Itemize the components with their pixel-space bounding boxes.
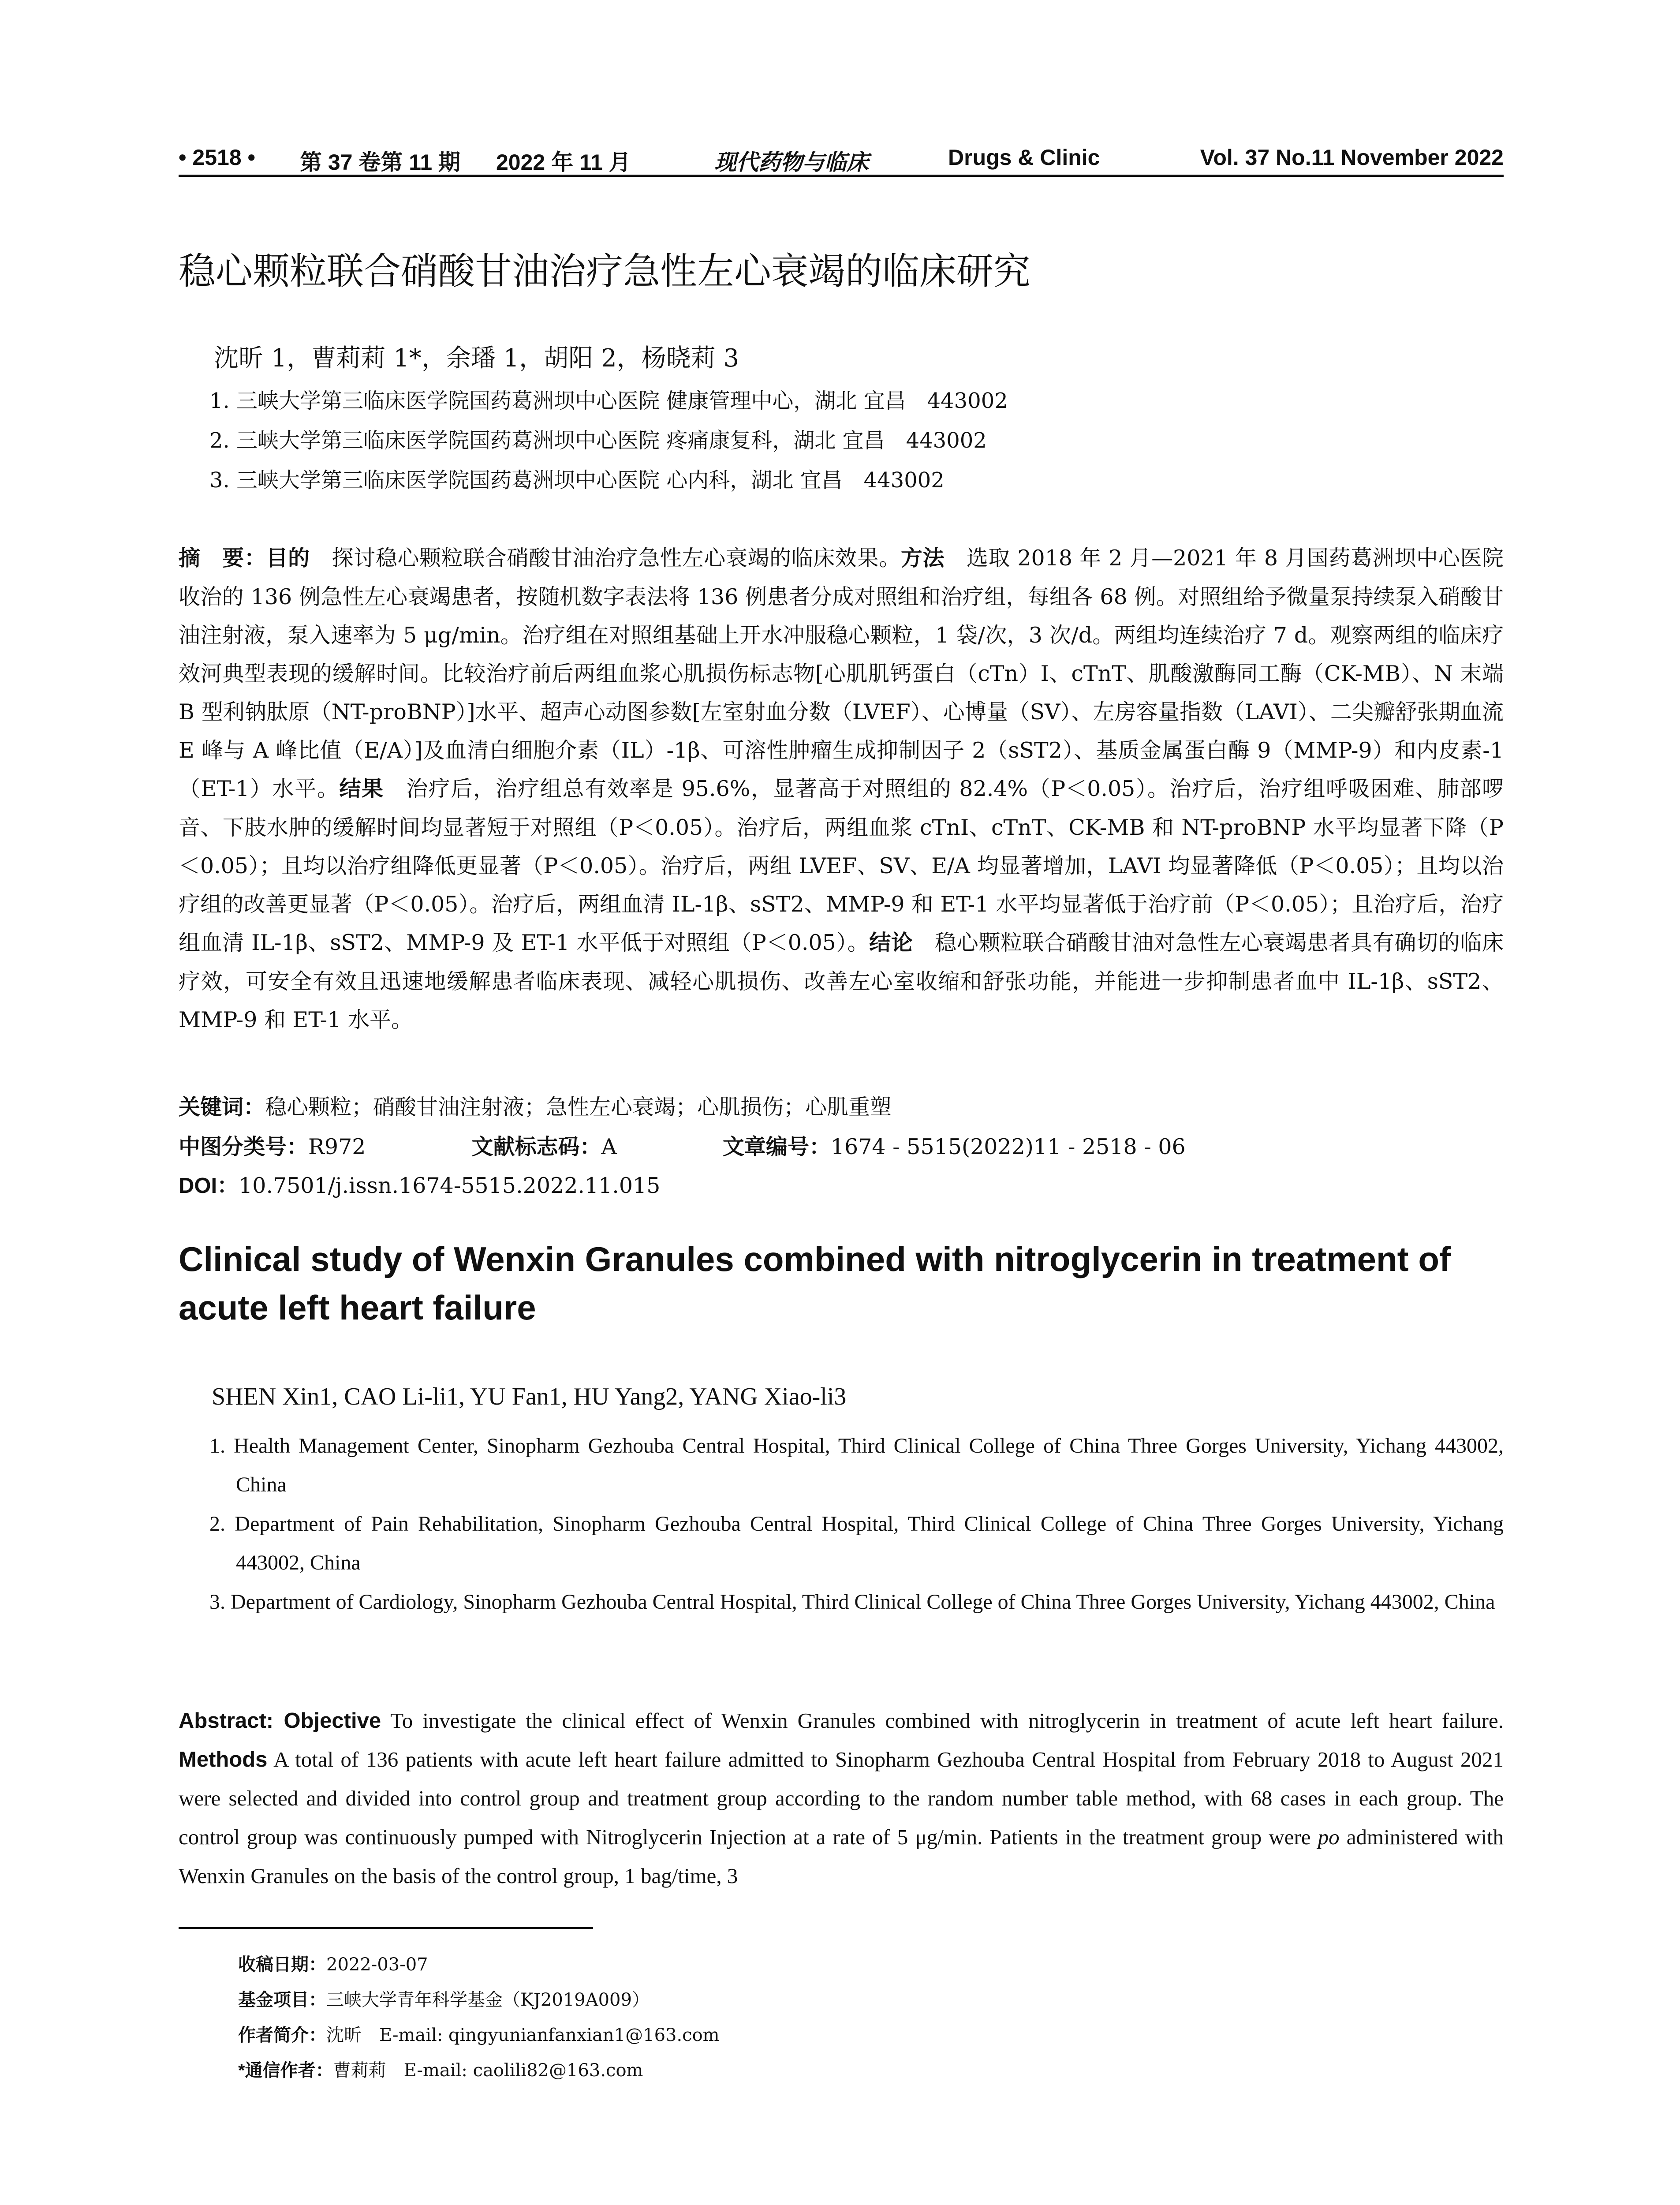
methods-text-en-2: administered with Wenxin Granules on the basis of the control group, 1 bag/time, 3 bbox=[179, 1825, 1504, 1888]
doc-code-label: 文献标志码： bbox=[471, 1135, 601, 1159]
keywords-cn bbox=[179, 1090, 892, 1121]
date-cn: 2022 年 11 月 bbox=[496, 150, 631, 175]
doi-link[interactable]: 10.7501/j.issn.1674-5515.2022.11.015 bbox=[239, 1173, 661, 1198]
methods-label-en: Methods bbox=[179, 1748, 268, 1771]
abstract-en bbox=[179, 1701, 1504, 1895]
journal-name-en: Drugs & Clinic bbox=[948, 145, 1100, 170]
authors-cn: 沈昕 1，曹莉莉 1*，余璠 1，胡阳 2，杨晓莉 3 bbox=[214, 344, 739, 373]
results-text-cn: 治疗后，治疗组总有效率是 95.6%，显著高于对照组的 82.4%（P＜0.05）。治疗后，治疗组呼吸困难、肺部啰音、下肢水肿的缓解时间均显著短于对照组（P＜0.05）。治疗后，两组血浆 cTnI、cTnT、CK-MB 和 NT-proBNP 水平均显著下降（P＜0.05）；且均以治疗组降低更显著（P＜0.05）。治疗后，两组 LVEF、SV、E/A 均显著增加，LAVI 均显著降低（P＜0.05）；且均以治疗组的改善更显著（P＜0.05）。治疗后，两组血清 IL-1β、sST2、MMP-9 和 ET-1 水平均显著低于治疗前（P＜0.05）；且治疗后，治疗组血清 IL-1β、sST2、MMP-9 及 ET-1 水平低于对照组（P＜0.05）。 bbox=[179, 776, 1504, 955]
clc-label: 中图分类号： bbox=[179, 1135, 309, 1159]
clc-value: R972 bbox=[308, 1134, 366, 1159]
methods-text-cn: 选取 2018 年 2 月—2021 年 8 月国药葛洲坝中心医院收治的 136 例急性左心衰竭患者，按随机数字表法将 136 例患者分成对照组和治疗组，每组各 68 例。对照组给予微量泵持续泵入硝酸甘油注射液，泵入速率为 5 μg/min。治疗组在对照组基础上开水冲服稳心颗粒，1 袋/次，3 次/d。两组均连续治疗 7 d。观察两组的临床疗效河典型表现的缓解时间。比较治疗前后两组血浆心肌损伤标志物[心肌肌钙蛋白（cTn）I、cTnT、肌酸激酶同工酶（CK-MB）、N 末端 B 型利钠肽原（NT-proBNP）]水平、超声心动图参数[左室射血分数（LVEF）、心博量（SV）、左房容量指数（LAVI）、二尖瓣舒张期血流 E 峰与 A 峰比值（E/A）]及血清白细胞介素（IL）-1β、可溶性肿瘤生成抑制因子 2（sST2）、基质金属蛋白酶 9（MMP-9）和内皮素-1（ET-1）水平。 bbox=[179, 546, 1504, 801]
classification-line bbox=[179, 1130, 1186, 1161]
conclusion-text-cn: 稳心颗粒联合硝酸甘油对急性左心衰竭患者具有确切的临床疗效，可安全有效且迅速地缓解患者临床表现、减轻心肌损伤、改善左心室收缩和舒张功能，并能进一步抑制患者血中 IL-1β、sST2、MMP-9 和 ET-1 水平。 bbox=[179, 930, 1504, 1032]
article-no-label: 文章编号： bbox=[722, 1135, 831, 1159]
affiliation-cn-2: 2. 三峡大学第三临床医学院国药葛洲坝中心医院 疼痛康复科，湖北 宜昌 443002 bbox=[209, 428, 987, 453]
methods-label-cn: 方法 bbox=[900, 546, 945, 570]
keywords-text-cn: 稳心颗粒；硝酸甘油注射液；急性左心衰竭；心肌损伤；心肌重塑 bbox=[265, 1095, 892, 1120]
running-header bbox=[179, 140, 1504, 177]
affiliation-en-1: 1. Health Management Center, Sinopharm Gezhouba Central Hospital, Third Clinical College of China Three Gorges University, Yichang 443002, China bbox=[209, 1434, 1504, 1496]
affiliation-en-3: 3. Department of Cardiology, Sinopharm Gezhouba Central Hospital, Third Clinical College of China Three Gorges University, Yichang 443002, China bbox=[209, 1590, 1495, 1614]
footnote-received: 收稿日期：2022-03-07 bbox=[238, 1955, 428, 1975]
title-en: Clinical study of Wenxin Granules combined with nitroglycerin in treatment of acute left heart failure bbox=[179, 1240, 1451, 1327]
footnote-author-bio: 作者简介：沈昕 E-mail: qingyunianfanxian1@163.com bbox=[238, 2025, 720, 2045]
doi-label: DOI： bbox=[179, 1174, 239, 1198]
po-italic: po bbox=[1318, 1825, 1340, 1849]
abstract-cn bbox=[179, 539, 1504, 1039]
results-label-cn: 结果 bbox=[339, 777, 384, 801]
title-cn: 稳心颗粒联合硝酸甘油治疗急性左心衰竭的临床研究 bbox=[179, 250, 1031, 293]
doc-code-value: A bbox=[601, 1134, 617, 1159]
footnote-corresponding: *通信作者：曹莉莉 E-mail: caolili82@163.com bbox=[238, 2060, 643, 2081]
volume-en: Vol. 37 No.11 November 2022 bbox=[1200, 145, 1504, 170]
article-no-value: 1674 - 5515(2022)11 - 2518 - 06 bbox=[830, 1134, 1186, 1159]
keywords-label-cn: 关键词： bbox=[179, 1095, 265, 1119]
page-number: • 2518 • bbox=[179, 145, 256, 170]
affiliation-cn-3: 3. 三峡大学第三临床医学院国药葛洲坝中心医院 心内科，湖北 宜昌 443002 bbox=[209, 468, 945, 493]
authors-en: SHEN Xin1, CAO Li-li1, YU Fan1, HU Yang2, YANG Xiao-li3 bbox=[212, 1383, 847, 1410]
objective-text-en: To investigate the clinical effect of Wenxin Granules combined with nitroglycerin in treatment of acute left heart failure. bbox=[381, 1708, 1504, 1733]
abstract-objective-label-en: Abstract: Objective bbox=[179, 1709, 381, 1733]
footnote-rule bbox=[179, 1927, 593, 1929]
doi-line bbox=[179, 1169, 660, 1200]
affiliation-cn-1: 1. 三峡大学第三临床医学院国药葛洲坝中心医院 健康管理中心，湖北 宜昌 443002 bbox=[209, 389, 1008, 413]
conclusion-label-cn: 结论 bbox=[869, 931, 913, 955]
objective-label-cn: 目的 bbox=[266, 546, 310, 570]
abstract-label-cn: 摘 要： bbox=[179, 546, 266, 570]
objective-text-cn: 探讨稳心颗粒联合硝酸甘油治疗急性左心衰竭的临床效果。 bbox=[310, 546, 901, 571]
footnote-fund: 基金项目：三峡大学青年科学基金（KJ2019A009） bbox=[238, 1990, 650, 2010]
methods-text-en-1: A total of 136 patients with acute left heart failure admitted to Sinopharm Gezhouba Central Hospital from February 2018 to August 2021 were selected and divided into control group and treatment group according to the random number table method, with 68 cases in each group. The control group was continuously pumped with Nitroglycerin Injection at a rate of 5 μg/min. Patients in the treatment group were bbox=[179, 1747, 1504, 1849]
affiliation-en-2: 2. Department of Pain Rehabilitation, Sinopharm Gezhouba Central Hospital, Third Clinical College of China Three Gorges University, Yichang 443002, China bbox=[209, 1512, 1504, 1574]
journal-name-cn: 现代药物与临床 bbox=[714, 149, 869, 175]
volume-cn: 第 37 卷第 11 期 bbox=[300, 150, 461, 175]
